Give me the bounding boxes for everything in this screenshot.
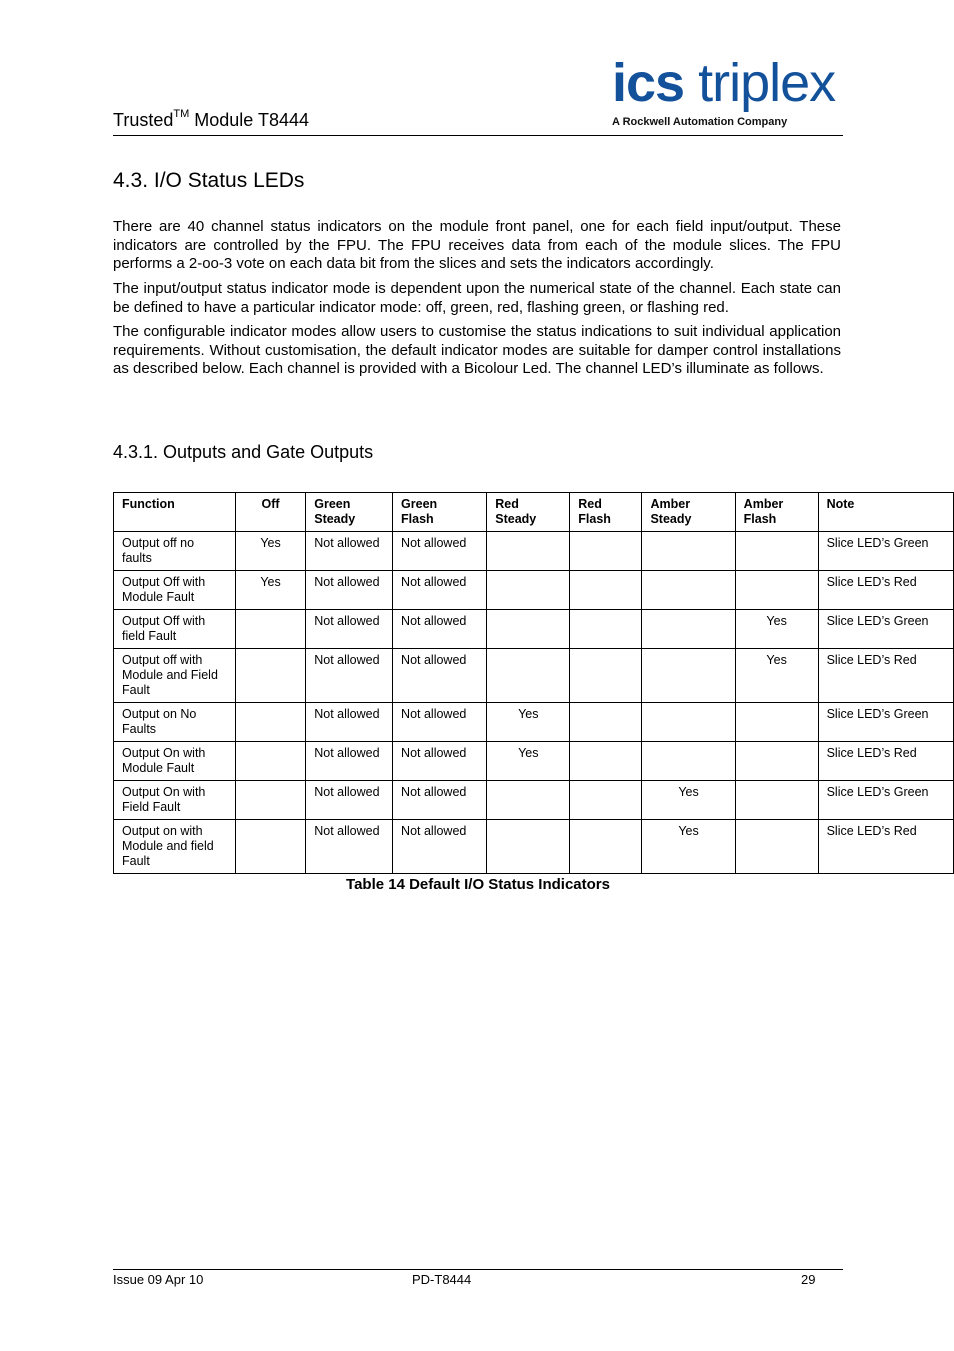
table-cell: Output On with Field Fault <box>114 781 236 820</box>
subsection-heading: 4.3.1. Outputs and Gate Outputs <box>113 442 374 462</box>
table-cell <box>735 571 818 610</box>
table-cell <box>570 649 642 703</box>
table-cell: Not allowed <box>306 610 393 649</box>
table-header-cell: Red Steady <box>487 493 570 532</box>
table-cell: Yes <box>735 649 818 703</box>
table-cell: Yes <box>642 820 735 874</box>
table-cell <box>642 532 735 571</box>
table-cell <box>570 781 642 820</box>
table-cell: Not allowed <box>393 649 487 703</box>
header-title-prefix: Trusted <box>113 110 174 130</box>
table-cell: Not allowed <box>393 610 487 649</box>
table-cell <box>642 610 735 649</box>
table-cell <box>735 742 818 781</box>
table-header <box>114 493 954 532</box>
table-cell: Slice LED’s Red <box>818 571 953 610</box>
table-header-cell: Red Flash <box>570 493 642 532</box>
footer-issue: Issue 09 Apr 10 <box>113 1272 204 1287</box>
table-cell <box>570 820 642 874</box>
table-cell <box>735 781 818 820</box>
table-header-cell: Green Steady <box>306 493 393 532</box>
table-cell <box>570 703 642 742</box>
footer-doc-id: PD-T8444 <box>412 1272 472 1287</box>
table-header-cell: Amber Flash <box>735 493 818 532</box>
body-paragraph: There are 40 channel status indicators on the module front panel, one for each field input/output. These indicators are controlled by the FPU. The FPU receives data from each of the module slices. The FPU performs a 2-oo-3 vote on each data bit from the slices and sets the indicators accordingly. <box>113 218 841 272</box>
table-cell: Yes <box>487 703 570 742</box>
header-title <box>113 110 309 131</box>
status-indicator-table <box>113 492 954 874</box>
body-paragraph: The configurable indicator modes allow users to customise the status indications to suit individual application requirements. Without customisation, the default indicator modes are suitable for damper control installations as described below. Each channel is provided with a Bicolour Led. The channel LED’s illuminate as follows. <box>113 323 841 377</box>
table-cell <box>570 532 642 571</box>
table-cell <box>735 703 818 742</box>
table-header-row <box>114 493 954 532</box>
table-cell: Yes <box>735 610 818 649</box>
table-row <box>114 781 954 820</box>
table-cell <box>570 571 642 610</box>
table-cell: Not allowed <box>393 742 487 781</box>
table-cell: Slice LED’s Green <box>818 532 953 571</box>
table-cell <box>235 781 305 820</box>
table-row <box>114 532 954 571</box>
table-cell <box>487 571 570 610</box>
logo-wordmark <box>612 53 844 113</box>
table-cell: Output on with Module and field Fault <box>114 820 236 874</box>
company-logo <box>612 53 844 128</box>
table-cell: Output off no faults <box>114 532 236 571</box>
table-header-cell: Function <box>114 493 236 532</box>
footer-page-number: 29 <box>801 1272 816 1287</box>
table-cell <box>642 703 735 742</box>
table-cell: Output off with Module and Field Fault <box>114 649 236 703</box>
table-cell: Not allowed <box>306 532 393 571</box>
table-cell: Not allowed <box>306 742 393 781</box>
table-cell <box>642 571 735 610</box>
table-cell <box>735 532 818 571</box>
table-row <box>114 610 954 649</box>
section-heading: 4.3. I/O Status LEDs <box>113 169 305 192</box>
table-cell: Yes <box>642 781 735 820</box>
table-cell: Slice LED’s Red <box>818 742 953 781</box>
table-cell: Slice LED’s Red <box>818 820 953 874</box>
table-cell <box>487 820 570 874</box>
table-cell: Not allowed <box>306 703 393 742</box>
table-cell <box>642 742 735 781</box>
table-cell: Slice LED’s Green <box>818 610 953 649</box>
table-row <box>114 820 954 874</box>
table-caption: Table 14 Default I/O Status Indicators <box>346 876 610 893</box>
table-cell <box>235 820 305 874</box>
table-cell: Output on No Faults <box>114 703 236 742</box>
table-row <box>114 703 954 742</box>
table-cell <box>235 703 305 742</box>
header-title-suffix: Module T8444 <box>189 110 310 130</box>
table-header-cell: Off <box>235 493 305 532</box>
table-cell <box>487 532 570 571</box>
table-cell <box>235 649 305 703</box>
table-cell: Not allowed <box>393 703 487 742</box>
table-cell: Yes <box>487 742 570 781</box>
trademark-superscript: TM <box>173 108 190 120</box>
table-header-cell: Amber Steady <box>642 493 735 532</box>
table-cell <box>642 649 735 703</box>
logo-tagline: A Rockwell Automation Company <box>612 116 788 128</box>
table-cell: Slice LED’s Red <box>818 649 953 703</box>
table-cell <box>570 610 642 649</box>
table-cell <box>487 610 570 649</box>
table-cell <box>735 820 818 874</box>
table-cell: Not allowed <box>306 649 393 703</box>
table-row <box>114 742 954 781</box>
table-header-cell: Note <box>818 493 953 532</box>
table-cell: Not allowed <box>393 820 487 874</box>
table-cell: Output Off with field Fault <box>114 610 236 649</box>
table-cell: Yes <box>235 571 305 610</box>
logo-ics: ics <box>612 53 685 113</box>
table-cell: Not allowed <box>393 532 487 571</box>
body-paragraph: The input/output status indicator mode is dependent upon the numerical state of the channel. Each state can be defined to have a particular indicator mode: off, green, red, flashing green, or flashing red. <box>113 280 841 316</box>
table-cell <box>487 781 570 820</box>
table-cell <box>570 742 642 781</box>
table-cell: Yes <box>235 532 305 571</box>
table-cell <box>235 610 305 649</box>
logo-triplex: triplex <box>684 53 836 113</box>
header-divider <box>113 135 843 136</box>
table-body <box>114 532 954 874</box>
footer-divider <box>113 1269 843 1270</box>
table-cell <box>235 742 305 781</box>
table-cell: Output On with Module Fault <box>114 742 236 781</box>
table-header-cell: Green Flash <box>393 493 487 532</box>
table-cell: Slice LED’s Green <box>818 781 953 820</box>
table-row <box>114 649 954 703</box>
table-cell: Not allowed <box>306 571 393 610</box>
table-cell: Not allowed <box>393 571 487 610</box>
table-cell <box>487 649 570 703</box>
table-cell: Not allowed <box>306 820 393 874</box>
table-cell: Slice LED’s Green <box>818 703 953 742</box>
table-cell: Not allowed <box>306 781 393 820</box>
table-row <box>114 571 954 610</box>
table-cell: Output Off with Module Fault <box>114 571 236 610</box>
table-cell: Not allowed <box>393 781 487 820</box>
